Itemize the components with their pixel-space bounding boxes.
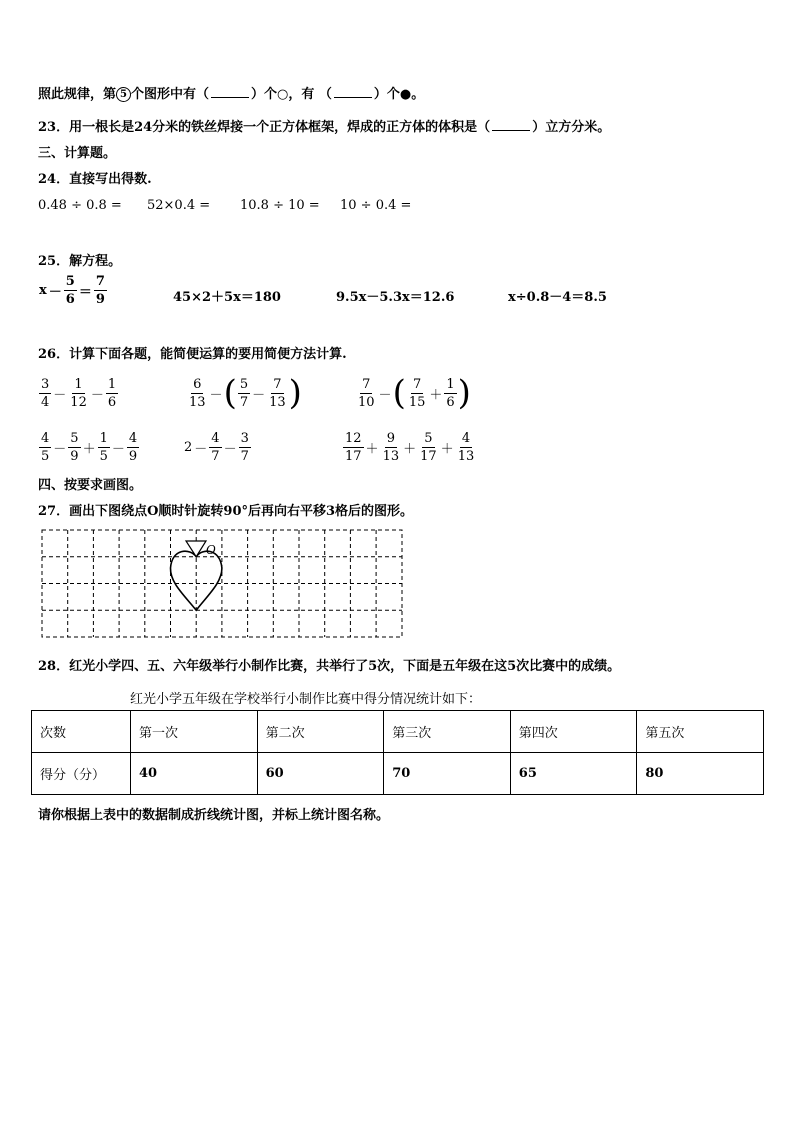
table-cell: 第二次 bbox=[257, 711, 384, 753]
table-cell: 70 bbox=[384, 753, 511, 795]
operator: ＝ bbox=[78, 285, 92, 300]
table-cell: 得分（分） bbox=[32, 753, 131, 795]
q24-item-1: 0.48 ÷ 0.8 = bbox=[38, 198, 122, 213]
answer-blank[interactable] bbox=[334, 97, 372, 98]
table-caption: 红光小学五年级在学校举行小制作比赛中得分情况统计如下： bbox=[130, 692, 482, 707]
variable: x bbox=[39, 283, 47, 298]
q22-text4: ）个●。 bbox=[373, 87, 425, 102]
q27-grid-figure bbox=[40, 528, 404, 640]
table-cell: 第四次 bbox=[510, 711, 637, 753]
operator: － bbox=[48, 285, 62, 300]
q26-expression-5: 2 － $\frac{4}{7}$ － $\frac{3}{7}$ bbox=[184, 431, 249, 464]
q26-expression-3: $\frac{7}{10}$ － ( $\frac{7}{15}$ ＋ $\frac{1}{6}$ ) bbox=[358, 373, 471, 413]
fraction: $\frac{7}{9}$ bbox=[95, 274, 105, 307]
table-cell: 65 bbox=[510, 753, 637, 795]
q23-text2: ）立方分米。 bbox=[532, 120, 611, 135]
q25-equation-4: x÷0.8－4＝8.5 bbox=[508, 290, 607, 305]
section-4-heading: 四、按要求画图。 bbox=[38, 478, 143, 493]
answer-blank[interactable] bbox=[211, 97, 249, 98]
table-cell: 第一次 bbox=[131, 711, 258, 753]
table-cell: 次数 bbox=[32, 711, 131, 753]
q28-title: 28．红光小学四、五、六年级举行小制作比赛，共举行了5次，下面是五年级在这5次比赛中的成绩。 bbox=[38, 659, 621, 674]
q24-title: 24．直接写出得数. bbox=[38, 172, 152, 187]
table-cell: 60 bbox=[257, 753, 384, 795]
answer-blank[interactable] bbox=[492, 130, 530, 131]
q25-equation-1 bbox=[38, 275, 108, 306]
q23-line bbox=[38, 116, 610, 135]
table-cell: 第五次 bbox=[637, 711, 764, 753]
q25-equation-2: 45×2＋5x＝180 bbox=[173, 290, 281, 305]
pointer-triangle bbox=[186, 541, 206, 557]
q25-title: 25．解方程。 bbox=[38, 254, 122, 269]
table-cell: 80 bbox=[637, 753, 764, 795]
table-row bbox=[32, 753, 764, 795]
q22-text1: 照此规律，第 bbox=[38, 87, 117, 102]
q24-item-2: 52×0.4 = bbox=[147, 198, 211, 213]
q23-text1: 23．用一根长是24分米的铁丝焊接一个正方体框架，焊成的正方体的体积是（ bbox=[38, 120, 491, 135]
q22-line bbox=[38, 83, 424, 102]
q22-text3: ）个○，有 （ bbox=[251, 87, 332, 102]
q26-expression-6: $\frac{12}{17}$ ＋ $\frac{9}{13}$ ＋ $\frac{5}{17}$ ＋ $\frac{4}{13}$ bbox=[345, 431, 475, 464]
circled-number: 5 bbox=[116, 87, 131, 102]
q28-footer: 请你根据上表中的数据制成折线统计图，并标上统计图名称。 bbox=[38, 808, 390, 823]
section-3-heading: 三、计算题。 bbox=[38, 146, 117, 161]
score-table bbox=[31, 710, 764, 795]
table-cell: 40 bbox=[131, 753, 258, 795]
q26-expression-2: $\frac{6}{13}$ － ( $\frac{5}{7}$ － $\frac{7}{13}$ ) bbox=[189, 373, 302, 413]
q24-item-3: 10.8 ÷ 10 = bbox=[240, 198, 320, 213]
table-header-row bbox=[32, 711, 764, 753]
q27-title: 27．画出下图绕点O顺时针旋转90°后再向右平移3格后的图形。 bbox=[38, 504, 414, 519]
q26-expression-4: $\frac{4}{5}$ － $\frac{5}{9}$ ＋ $\frac{1}{5}$ － $\frac{4}{9}$ bbox=[41, 431, 138, 464]
q24-item-4: 10 ÷ 0.4 = bbox=[340, 198, 412, 213]
q26-title: 26．计算下面各题，能简便运算的要用简便方法计算. bbox=[38, 347, 347, 362]
point-o-label: O bbox=[206, 543, 216, 557]
fraction: $\frac{5}{6}$ bbox=[65, 274, 75, 307]
table-cell: 第三次 bbox=[384, 711, 511, 753]
q25-equation-3: 9.5x－5.3x＝12.6 bbox=[336, 290, 455, 305]
dashed-grid bbox=[42, 530, 402, 637]
q26-expression-1: $\frac{3}{4}$ － $\frac{1}{12}$ － $\frac{1}{6}$ bbox=[41, 377, 117, 410]
q22-text2: 个图形中有（ bbox=[131, 87, 210, 102]
